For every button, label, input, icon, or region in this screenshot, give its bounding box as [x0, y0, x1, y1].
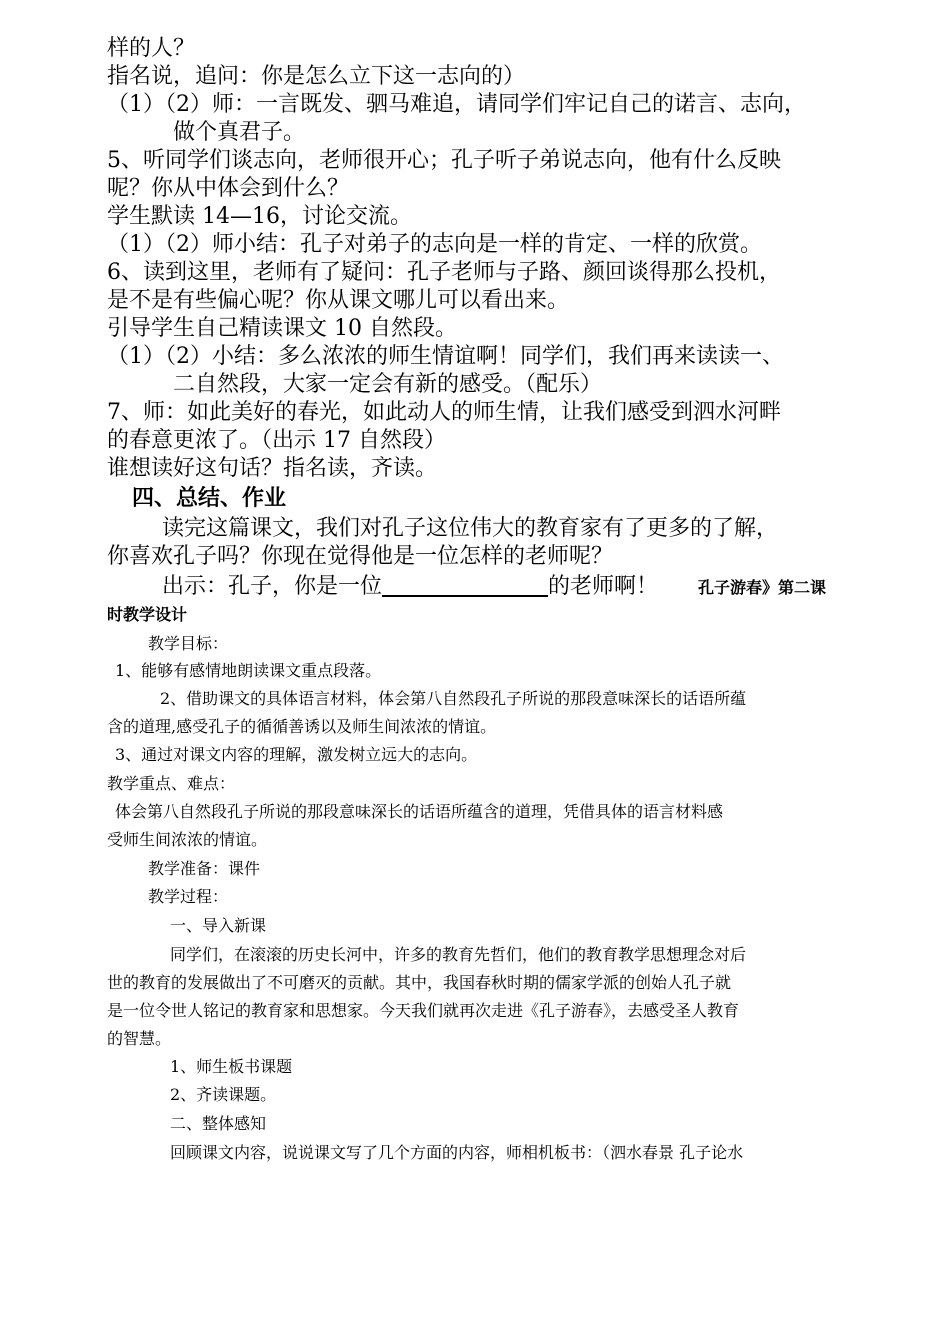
fill-in-prompt: 出示：孔子，你是一位	[162, 574, 383, 599]
text-line: 6、读到这里，老师有了疑问：孔子老师与子路、颜回谈得那么投机，	[107, 260, 781, 285]
fill-in-suffix: 的老师啊！	[548, 574, 659, 599]
text-line: 谁想读好这句话？指名读，齐读。	[107, 456, 438, 481]
step-item: 1、师生板书课题	[170, 1057, 293, 1076]
text-line: 指名说，追问：你是怎么立下这一志向的）	[107, 64, 526, 89]
text-line: 的春意更浓了。（出示 17 自然段）	[107, 428, 446, 453]
text-line: （1）（2）师小结：孔子对弟子的志向是一样的肯定、一样的欣赏。	[107, 232, 762, 257]
paragraph-line: 世的教育的发展做出了不可磨灭的贡献。其中，我国春秋时期的儒家学派的创始人孔子就	[107, 973, 732, 992]
text-line: 是不是有些偏心呢？你从课文哪儿可以看出来。	[107, 288, 570, 313]
text-line: （1）（2）小结：多么浓浓的师生情谊啊！同学们，我们再来读读一、	[107, 344, 784, 369]
text-line: 5、听同学们谈志向，老师很开心；孔子听子弟说志向，他有什么反映	[107, 148, 781, 173]
text-line: 体会第八自然段孔子所说的那段意味深长的话语所蕴含的道理，凭借具体的语言材料感	[115, 802, 724, 821]
paragraph-line: 的智慧。	[107, 1029, 172, 1048]
fill-in-line	[162, 572, 658, 602]
preparation-line: 教学准备：课件	[148, 859, 261, 878]
text-line: 学生默读 14—16，讨论交流。	[107, 204, 412, 229]
text-line: （1）（2）师：一言既发、驷马难追，请同学们牢记自己的诺言、志向，	[107, 92, 806, 117]
text-line: 受师生间浓浓的情谊。	[107, 830, 268, 849]
key-points-label: 教学重点、难点：	[107, 774, 236, 793]
text-line: 读完这篇课文，我们对孔子这位伟大的教育家有了更多的了解，	[162, 516, 779, 541]
fill-in-blank	[382, 573, 548, 597]
text-line: 引导学生自己精读课文 10 自然段。	[107, 316, 457, 341]
text-line: 呢？你从中体会到什么？	[107, 176, 350, 201]
text-line: 7、师：如此美好的春光，如此动人的师生情，让我们感受到泗水河畔	[107, 400, 781, 425]
goal-item: 2、借助课文的具体语言材料，体会第八自然段孔子所说的那段意味深长的话语所蕴	[160, 689, 747, 708]
document-title: 孔子游春》第二课	[698, 578, 827, 597]
goal-item: 3、通过对课文内容的理解，激发树立远大的志向。	[115, 745, 478, 764]
section-heading: 四、总结、作业	[132, 486, 287, 511]
section-label: 二、整体感知	[170, 1114, 267, 1133]
goal-item: 1、能够有感情地朗读课文重点段落。	[115, 661, 382, 680]
process-label: 教学过程：	[148, 887, 229, 906]
paragraph-line: 是一位令世人铭记的教育家和思想家。今天我们就再次走进《孔子游春》，去感受圣人教育	[107, 1001, 740, 1020]
paragraph-line: 同学们，在滚滚的历史长河中，许多的教育先哲们，他们的教育教学思想理念对后	[170, 945, 747, 964]
text-line: 样的人？	[107, 36, 196, 61]
document-title-continued: 时教学设计	[107, 605, 188, 624]
text-line: 你喜欢孔子吗？你现在觉得他是一位怎样的老师呢？	[107, 544, 614, 569]
goals-label: 教学目标：	[148, 634, 229, 653]
paragraph-line: 回顾课文内容，说说课文写了几个方面的内容，师相机板书：（泗水春景 孔子论水	[170, 1143, 744, 1162]
goal-item-continued: 含的道理,感受孔子的循循善诱以及师生间浓浓的情谊。	[107, 717, 497, 736]
step-item: 2、齐读课题。	[170, 1085, 277, 1104]
text-line: 做个真君子。	[173, 120, 306, 145]
text-line: 二自然段，大家一定会有新的感受。（配乐）	[173, 372, 603, 397]
section-label: 一、导入新课	[170, 916, 267, 935]
